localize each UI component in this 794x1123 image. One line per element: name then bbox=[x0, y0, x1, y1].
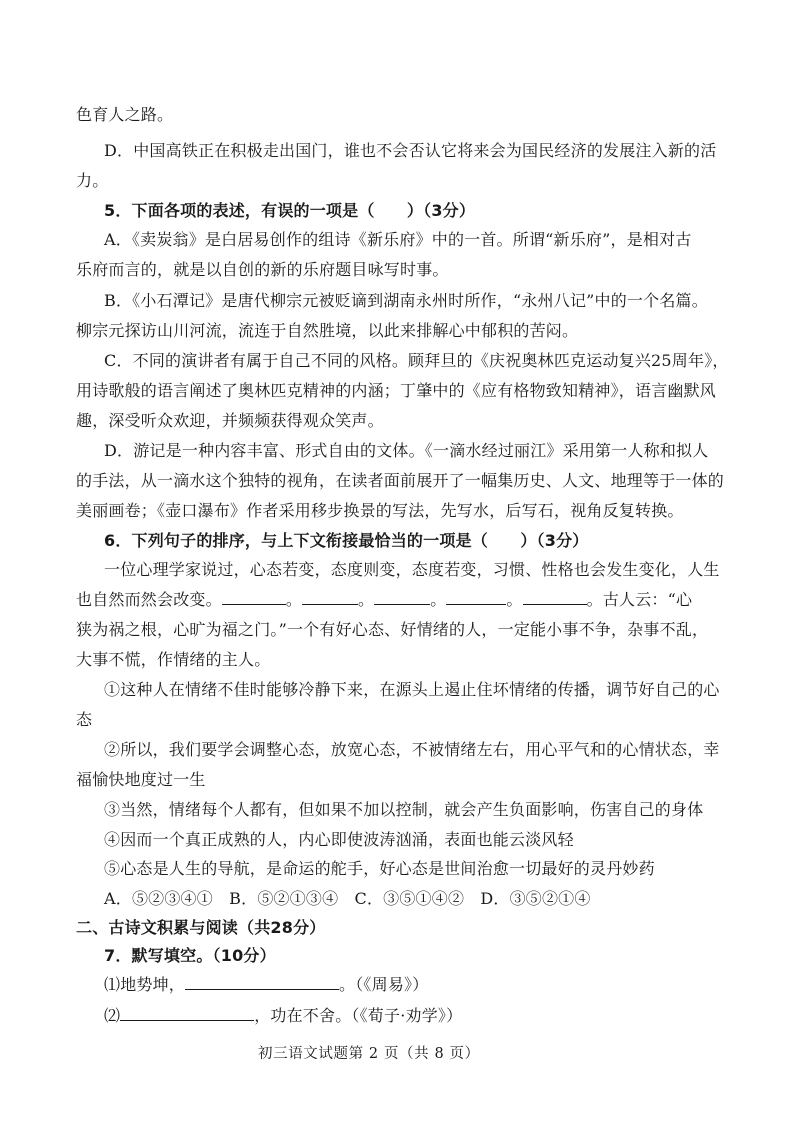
q6-passage-text: 也自然而然会改变。 bbox=[76, 590, 222, 609]
answer-blank[interactable] bbox=[222, 590, 286, 605]
q5-option-d: D．游记是一种内容丰富、形式自由的文体。《一滴水经过丽江》采用第一人称和拟人 bbox=[104, 441, 709, 460]
q6-passage: 大事不慌，作情绪的主人。 bbox=[76, 650, 271, 669]
q6-passage-tail: 古人云：“心 bbox=[602, 590, 693, 609]
q7-item-1 bbox=[104, 975, 428, 995]
q6-sentence-4: ④因而一个真正成熟的人，内心即使波涛汹涌，表面也能云淡风轻 bbox=[104, 830, 574, 849]
q6-sentence-2: ②所以，我们要学会调整心态，放宽心态，不被情绪左右，用心平气和的心情状态，幸 bbox=[104, 740, 720, 759]
answer-blank[interactable] bbox=[185, 975, 339, 990]
q5-option-a: A．《卖炭翁》是白居易创作的组诗《新乐府》中的一首。所谓“新乐府”，是相对古 bbox=[104, 230, 692, 249]
q5-option-a-cont: 乐府而言的，就是以自创的新的乐府题目咏写时事。 bbox=[76, 260, 449, 279]
q6-sentence-2-cont: 福愉快地度过一生 bbox=[76, 770, 206, 789]
text-line: 力。 bbox=[76, 171, 109, 190]
question-7-title: 7．默写填空。（10分） bbox=[104, 946, 276, 965]
q6-passage: 一位心理学家说过，心态若变，态度则变，态度若变，习惯、性格也会发生变化，人生 bbox=[104, 560, 720, 579]
text-line: 色育人之路。 bbox=[76, 105, 174, 124]
answer-blank[interactable] bbox=[302, 590, 358, 605]
q5-option-c-cont: 趣，深受听众欢迎，并频频获得观众笑声。 bbox=[76, 411, 384, 430]
q6-sentence-3: ③当然，情绪每个人都有，但如果不加以控制，就会产生负面影响，伤害自己的身体 bbox=[104, 800, 704, 819]
question-6-title: 6．下列句子的排序，与上下文衔接最恰当的一项是（ ）（3分） bbox=[104, 531, 589, 550]
q7-item-2 bbox=[104, 1006, 462, 1026]
q6-sentence-5: ⑤心态是人生的导航，是命运的舵手，好心态是世间治愈一切最好的灵丹妙药 bbox=[104, 859, 655, 878]
q7-item-2-suffix: ，功在不舍。（《荀子·劝学》） bbox=[254, 1006, 463, 1025]
page-footer: 初三语文试题第 2 页（共 8 页） bbox=[258, 1046, 480, 1062]
q7-item-1-prefix: ⑴地势坤， bbox=[104, 975, 186, 994]
question-5-title: 5．下面各项的表述，有误的一项是（ ）（3分） bbox=[104, 201, 476, 220]
q5-option-c: C．不同的演讲者有属于自己不同的风格。顾拜旦的《庆祝奥林匹克运动复兴25周年》， bbox=[104, 351, 729, 370]
q5-option-d-cont: 的手法，从一滴水这个独特的视角，在读者面前展开了一幅集历史、人文、地理等于一体的 bbox=[76, 471, 725, 490]
q5-option-c-cont: 用诗歌般的语言阐述了奥林匹克精神的内涵；丁肇中的《应有格物致知精神》，语言幽默风 bbox=[76, 381, 717, 400]
q6-sentence-1-cont: 态 bbox=[76, 710, 93, 729]
q5-option-b-cont: 柳宗元探访山川河流，流连于自然胜境，以此来排解心中郁积的苦闷。 bbox=[76, 321, 579, 340]
answer-blank[interactable] bbox=[446, 590, 506, 605]
answer-blank[interactable] bbox=[374, 590, 430, 605]
q6-passage-blanks: 也自然而然会改变。 。 。 。 。 。古人云：“心 bbox=[76, 590, 693, 609]
option-d-line: D．中国高铁正在积极走出国门，谁也不会否认它将来会为国民经济的发展注入新的活 bbox=[104, 141, 717, 160]
q6-passage: 狭为祸之根，心旷为福之门。”一个有好心态、好情绪的人，一定能小事不争，杂事不乱， bbox=[76, 620, 709, 639]
answer-blank[interactable] bbox=[120, 1006, 254, 1021]
answer-blank[interactable] bbox=[523, 590, 587, 605]
q6-sentence-1: ①这种人在情绪不佳时能够冷静下来，在源头上遏止住坏情绪的传播，调节好自己的心 bbox=[104, 680, 720, 699]
q5-option-b: B．《小石潭记》是唐代柳宗元被贬谪到湖南永州时所作，“永州八记”中的一个名篇。 bbox=[104, 291, 708, 310]
section-2-title: 二、古诗文积累与阅读（共28分） bbox=[76, 918, 326, 937]
q5-option-d-cont: 美丽画卷；《壶口瀑布》作者采用移步换景的写法，先写水，后写石，视角反复转换。 bbox=[76, 501, 684, 520]
q7-item-1-suffix: 。（《周易》） bbox=[339, 975, 429, 994]
q6-options: A．⑤②③④① B．⑤②①③④ C．③⑤①④② D．③⑤②①④ bbox=[104, 889, 591, 908]
q7-item-2-prefix: ⑵ bbox=[104, 1006, 121, 1025]
